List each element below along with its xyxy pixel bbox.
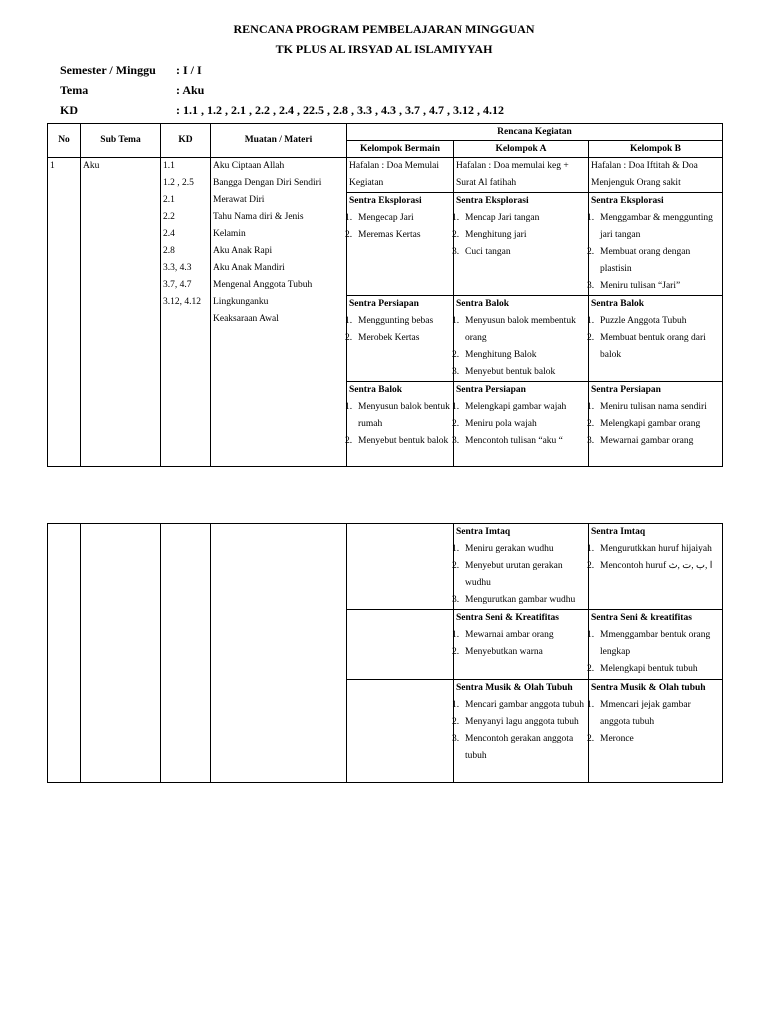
activity-item: 1. Menggunting bebas: [345, 316, 434, 326]
sentra-cell: [454, 193, 589, 296]
sentra-title: Sentra Eksplorasi: [591, 196, 664, 206]
semester-value: : I / I: [176, 63, 202, 77]
sentra-title: Sentra Persiapan: [456, 385, 526, 395]
activity-item: 2. Membuat orang dengan plastisin: [587, 247, 691, 274]
sentra-cell: [589, 193, 723, 296]
sentra-title: Sentra Musik & Olah Tubuh: [456, 683, 573, 693]
sentra-cell: [347, 193, 454, 296]
activity-item: 3. Meniru tulisan “Jari”: [587, 281, 681, 291]
kd-value: : 1.1 , 1.2 , 2.1 , 2.2 , 2.4 , 22.5 , 2.8 , 3.3 , 4.3 , 3.7 , 4.7 , 3.12 , 4.12: [176, 103, 504, 117]
activity-list: [452, 210, 586, 261]
sentra-title: Sentra Eksplorasi: [349, 196, 422, 206]
activity-item: 3. Mencontoh gerakan anggota tubuh: [452, 734, 574, 761]
document-title: RENCANA PROGRAM PEMBELAJARAN MINGGUAN: [233, 22, 535, 36]
activity-item: 1. Mmencari jejak gambar anggota tubuh: [587, 700, 691, 727]
sentra-title: Sentra Musik & Olah tubuh: [591, 683, 706, 693]
materi-item: Bangga Dengan Diri Sendiri: [213, 178, 322, 188]
activity-list: [345, 313, 451, 347]
semester-label: Semester / Minggu: [60, 63, 156, 77]
activity-item: 2. Meronce: [587, 734, 634, 744]
empty-cell: [347, 524, 454, 610]
kd-item: 2.2: [163, 212, 175, 222]
sentra-cell: [454, 382, 589, 467]
sentra-cell: [454, 610, 589, 680]
sentra-title: Sentra Balok: [591, 299, 645, 309]
sentra-cell: [589, 610, 723, 680]
hafalan-kelompok-bermain: Hafalan : Doa Memulai Kegiatan: [347, 158, 454, 193]
materi-item: Lingkunganku: [213, 297, 269, 307]
activity-item: 1. Melengkapi gambar wajah: [452, 402, 567, 412]
activity-item: 1. Mencap Jari tangan: [452, 213, 540, 223]
activity-item: 2. Menyebut bentuk balok: [345, 436, 449, 446]
sentra-cell: [454, 296, 589, 382]
activity-item: 3. Mengurutkan gambar wudhu: [452, 595, 576, 605]
kd-item: 3.3, 4.3: [163, 263, 192, 273]
plan-table: [47, 123, 723, 467]
sentra-title: Sentra Persiapan: [591, 385, 661, 395]
activity-item: 2. Meremas Kertas: [345, 230, 421, 240]
activity-item: 1. Mmenggambar bentuk orang lengkap: [587, 630, 711, 657]
school-name: TK PLUS AL IRSYAD AL ISLAMIYYAH: [275, 42, 493, 56]
row-materi-list: [211, 158, 347, 467]
sentra-cell: [454, 524, 589, 610]
sentra-cell: [347, 382, 454, 467]
activity-list: [587, 627, 720, 678]
activity-item: 1. Meniru tulisan nama sendiri: [587, 402, 707, 412]
activity-item: 1. Puzzle Anggota Tubuh: [587, 316, 687, 326]
activity-list: [587, 697, 720, 748]
activity-item: 2. Menyanyi lagu anggota tubuh: [452, 717, 579, 727]
plan-table-continued: [47, 523, 723, 783]
activity-list: [587, 210, 720, 295]
activity-list: [452, 399, 586, 450]
activity-item: 1. Mewarnai ambar orang: [452, 630, 554, 640]
activity-list: [452, 313, 586, 381]
sentra-cell: [347, 296, 454, 382]
activity-item: 2. Menyebutkan warna: [452, 647, 543, 657]
header-kd: KD: [161, 124, 211, 158]
sentra-cell: [589, 524, 723, 610]
empty-cell: [81, 524, 161, 783]
materi-item: Mengenal Anggota Tubuh: [213, 280, 313, 290]
activity-item: 2. Melengkapi bentuk tubuh: [587, 664, 698, 674]
materi-item: Aku Anak Rapi: [213, 246, 273, 256]
sentra-title: Sentra Imtaq: [591, 527, 646, 537]
activity-list: [587, 313, 720, 364]
activity-item: 2. Meniru pola wajah: [452, 419, 537, 429]
kd-item: 2.8: [163, 246, 175, 256]
sentra-title: Sentra Eksplorasi: [456, 196, 529, 206]
empty-cell: [211, 524, 347, 783]
activity-item: 3. Menyebut bentuk balok: [452, 367, 556, 377]
activity-item: 2. Menghitung Balok: [452, 350, 537, 360]
sentra-cell: [589, 680, 723, 783]
activity-item: 2. Menghitung jari: [452, 230, 527, 240]
activity-list: [452, 697, 586, 765]
empty-cell: [161, 524, 211, 783]
activity-item: 3. Mencontoh tulisan “aku “: [452, 436, 563, 446]
activity-item: 1. Menggambar & menggunting jari tangan: [587, 213, 713, 240]
activity-item: 2. Melengkapi gambar orang: [587, 419, 701, 429]
header-kelompok-bermain: Kelompok Bermain: [347, 141, 454, 158]
kd-item: 1.1: [163, 161, 175, 171]
activity-item: 3. Cuci tangan: [452, 247, 511, 257]
kd-item: 1.2 , 2.5: [163, 178, 194, 188]
header-kelompok-b: Kelompok B: [589, 141, 723, 158]
sentra-cell: [589, 296, 723, 382]
hafalan-kelompok-b: Hafalan : Doa Iftitah & Doa Menjenguk Orang sakit: [589, 158, 723, 193]
activity-list: [452, 541, 586, 609]
kd-label: KD: [60, 103, 78, 117]
activity-item: 2. Membuat bentuk orang dari balok: [587, 333, 706, 360]
activity-item: 1. Mengurutkkan huruf hijaiyah: [587, 544, 712, 554]
sentra-title: Sentra Balok: [456, 299, 510, 309]
activity-list: [345, 210, 451, 244]
materi-item: Keaksaraan Awal: [213, 314, 279, 324]
sentra-title: Sentra Seni & kreatifitas: [591, 613, 692, 623]
tema-value: : Aku: [176, 83, 205, 97]
activity-item: 1. Menyusun balok bentuk rumah: [345, 402, 450, 429]
activity-item: 2. Mencontoh huruf ا ,ب ,ت ,ث: [587, 561, 713, 571]
materi-item: Tahu Nama diri & Jenis: [213, 212, 304, 222]
header-kelompok-a: Kelompok A: [454, 141, 589, 158]
activity-list: [345, 399, 451, 450]
row-no: 1: [48, 158, 81, 467]
header-muatan: Muatan / Materi: [211, 124, 347, 158]
materi-item: Merawat Diri: [213, 195, 265, 205]
activity-list: [452, 627, 586, 661]
header-rencana: Rencana Kegiatan: [347, 124, 723, 141]
activity-item: 1. Meniru gerakan wudhu: [452, 544, 554, 554]
activity-item: 1. Menyusun balok membentuk orang: [452, 316, 576, 343]
row-kd-list: [161, 158, 211, 467]
kd-item: 2.4: [163, 229, 175, 239]
activity-list: [587, 399, 720, 450]
header-no: No: [48, 124, 81, 158]
sentra-cell: [454, 680, 589, 783]
empty-cell: [347, 610, 454, 680]
activity-item: 3. Mewarnai gambar orang: [587, 436, 694, 446]
row-subtema: Aku: [81, 158, 161, 467]
kd-item: 2.1: [163, 195, 175, 205]
kd-item: 3.7, 4.7: [163, 280, 192, 290]
empty-cell: [48, 524, 81, 783]
activity-list: [587, 541, 720, 575]
sentra-cell: [589, 382, 723, 467]
activity-item: 2. Menyebut urutan gerakan wudhu: [452, 561, 563, 588]
kd-item: 3.12, 4.12: [163, 297, 201, 307]
activity-item: 1. Mengecap Jari: [345, 213, 414, 223]
sentra-title: Sentra Seni & Kreatifitas: [456, 613, 559, 623]
sentra-title: Sentra Imtaq: [456, 527, 511, 537]
materi-item: Aku Ciptaan Allah: [213, 161, 285, 171]
materi-item: Kelamin: [213, 229, 246, 239]
sentra-title: Sentra Balok: [349, 385, 403, 395]
materi-item: Aku Anak Mandiri: [213, 263, 285, 273]
empty-cell: [347, 680, 454, 783]
activity-item: 1. Mencari gambar anggota tubuh: [452, 700, 584, 710]
hafalan-kelompok-a: Hafalan : Doa memulai keg + Surat Al fatihah: [454, 158, 589, 193]
activity-item: 2. Merobek Kertas: [345, 333, 420, 343]
sentra-title: Sentra Persiapan: [349, 299, 419, 309]
header-subtema: Sub Tema: [81, 124, 161, 158]
tema-label: Tema: [60, 83, 89, 97]
